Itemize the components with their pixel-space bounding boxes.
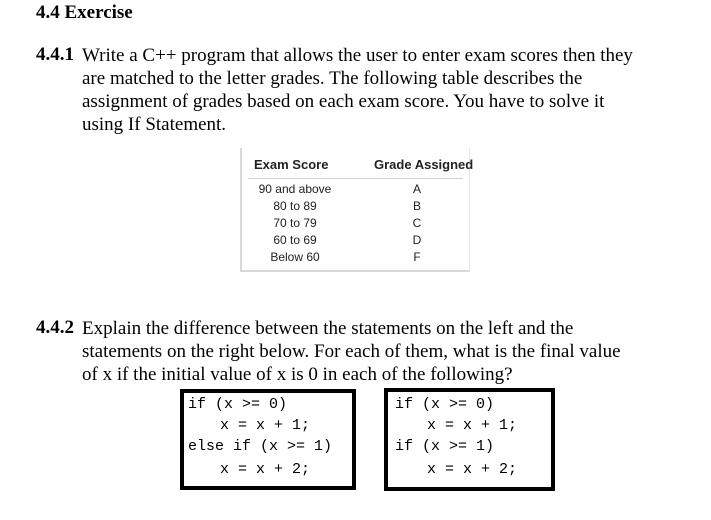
exercise-text-line: using If Statement. <box>82 114 227 135</box>
code-line: x = x + 1; <box>427 417 518 434</box>
table-header-exam-score: Exam Score <box>254 157 329 172</box>
table-cell-grade: A <box>412 182 421 196</box>
table-cell-score: 70 to 79 <box>273 216 317 230</box>
exercise-text-line: statements on the right below. For each of them, what is the final value <box>82 341 621 362</box>
table-cell-grade: D <box>412 233 422 247</box>
table-cell-grade: B <box>412 199 421 213</box>
code-line: if (x >= 1) <box>395 438 495 455</box>
table-header-divider <box>248 178 463 179</box>
code-line: if (x >= 0) <box>395 396 495 413</box>
exercise-text <box>82 317 621 386</box>
table-cell-grade: C <box>412 216 422 230</box>
exercise-number: 4.4.1 <box>36 44 74 65</box>
table-cell-score: 80 to 89 <box>273 199 317 213</box>
exercise-text-line: Write a C++ program that allows the user to enter exam scores then they <box>82 45 633 66</box>
code-box-left <box>180 389 356 490</box>
grade-table <box>240 148 474 272</box>
code-line: x = x + 2; <box>427 461 518 478</box>
table-cell-score: 60 to 69 <box>273 233 317 247</box>
section-title: 4.4 Exercise <box>36 2 133 23</box>
code-line: x = x + 1; <box>220 417 311 434</box>
table-cell-grade: F <box>413 250 421 264</box>
table-cell-score: Below 60 <box>270 250 320 264</box>
code-box-right <box>384 388 555 491</box>
exercise-number: 4.4.2 <box>36 317 74 338</box>
code-line: if (x >= 0) <box>188 396 288 413</box>
exercise-text-line: assignment of grades based on each exam score. You have to solve it <box>82 91 605 112</box>
code-line: x = x + 2; <box>220 461 311 478</box>
exercise-text-line: of x if the initial value of x is 0 in each of the following? <box>82 364 513 385</box>
exercise-text-line: are matched to the letter grades. The following table describes the <box>82 68 583 89</box>
exercise-text-line: Explain the difference between the statements on the left and the <box>82 318 574 339</box>
table-cell-score: 90 and above <box>258 182 332 196</box>
exercise-text <box>82 44 633 136</box>
code-line: else if (x >= 1) <box>188 438 333 455</box>
table-header-grade-assigned: Grade Assigned <box>374 157 474 172</box>
